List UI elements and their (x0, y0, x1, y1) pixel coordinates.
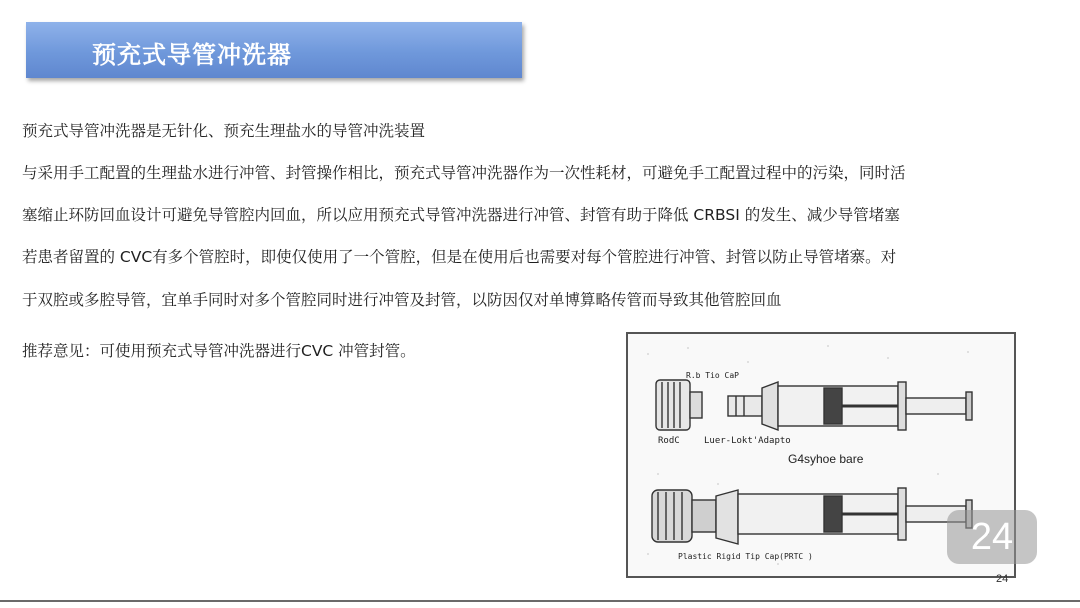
label-syringe: G4syhoe bare (788, 452, 864, 466)
label-plastic-tip-cap: Plastic Rigid Tip Cap(PRTC ) (678, 552, 813, 561)
page-number: 24 (996, 573, 1009, 585)
paragraph-1: 预充式导管冲洗器是无针化、预充生理盐水的导管冲洗装置 (22, 122, 426, 140)
page-badge-number: 24 (970, 515, 1014, 558)
label-luer-adapter: Luer-Lokt'Adapto (704, 436, 791, 446)
paragraph-5: 于双腔或多腔导管，宜单手同时对多个管腔同时进行冲管及封管，以防因仅对单博算略传管而导致其他管腔回血 (22, 291, 782, 309)
recommendation-text: 推荐意见：可使用预充式导管冲洗器进行CVC 冲管封管。 (22, 342, 416, 360)
paragraph-3: 塞缩止环防回血设计可避免导管腔内回血，所以应用预充式导管冲洗器进行冲管、封管有助于降低 CRBSI 的发生、减少导管堵塞 (22, 206, 900, 224)
title-banner (26, 22, 522, 78)
label-top-caps: R.b Tio CaP (686, 371, 739, 380)
slide-title: 预充式导管冲洗器 (92, 41, 292, 69)
paragraph-2: 与采用手工配置的生理盐水进行冲管、封管操作相比，预充式导管冲洗器作为一次性耗材，可避免手工配置过程中的污染，同时活 (22, 164, 906, 182)
label-rodc: RodC (658, 436, 680, 446)
page-badge (947, 510, 1037, 564)
bottom-divider (0, 600, 1080, 602)
paragraph-4: 若患者留置的 CVC有多个管腔时，即使仅使用了一个管腔，但是在使用后也需要对每个管腔进行冲管、封管以防止导管堵寨。对 (22, 248, 897, 266)
